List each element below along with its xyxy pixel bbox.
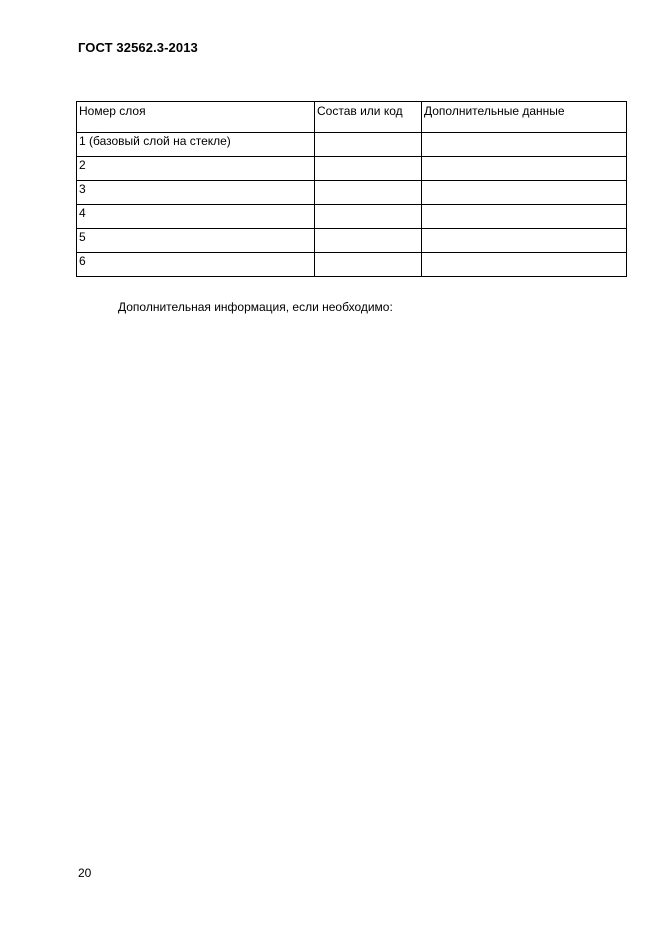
table-header-row	[77, 102, 627, 133]
page-number: 20	[78, 866, 92, 880]
additional-data-cell	[422, 205, 627, 229]
layer-number-cell: 3	[77, 181, 315, 205]
layer-number-cell: 4	[77, 205, 315, 229]
composition-cell	[315, 253, 422, 277]
composition-cell	[315, 229, 422, 253]
table-row	[77, 133, 627, 157]
table-row	[77, 205, 627, 229]
additional-data-cell	[422, 181, 627, 205]
document-code: ГОСТ 32562.3-2013	[78, 40, 198, 55]
column-header-additional-data: Дополнительные данные	[422, 102, 627, 133]
additional-data-cell	[422, 253, 627, 277]
additional-data-cell	[422, 157, 627, 181]
composition-cell	[315, 157, 422, 181]
layer-number-cell: 6	[77, 253, 315, 277]
table-row	[77, 229, 627, 253]
layer-number-cell: 5	[77, 229, 315, 253]
table-row	[77, 157, 627, 181]
additional-data-cell	[422, 133, 627, 157]
composition-cell	[315, 133, 422, 157]
composition-cell	[315, 181, 422, 205]
layer-number-cell: 2	[77, 157, 315, 181]
additional-info-note: Дополнительная информация, если необходимо:	[118, 300, 393, 314]
layer-table	[76, 101, 627, 277]
table-row	[77, 253, 627, 277]
column-header-layer-number: Номер слоя	[77, 102, 315, 133]
column-header-composition: Состав или код	[315, 102, 422, 133]
layer-number-cell: 1 (базовый слой на стекле)	[77, 133, 315, 157]
additional-data-cell	[422, 229, 627, 253]
composition-cell	[315, 205, 422, 229]
table-row	[77, 181, 627, 205]
